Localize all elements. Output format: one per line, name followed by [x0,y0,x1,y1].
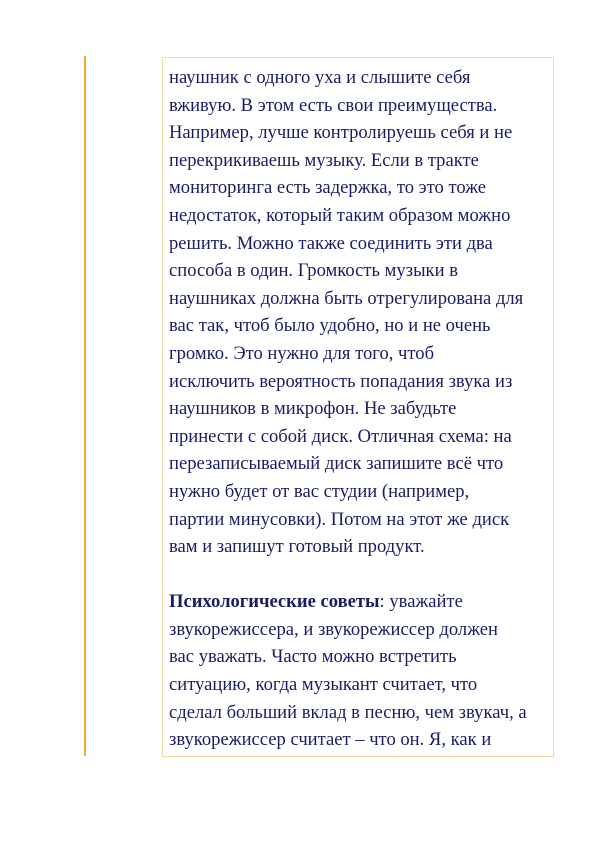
text-line: наушниках должна быть отрегулирована для [169,287,524,309]
margin-rule [84,56,86,756]
text-line: вживую. В этом есть свои преимущества. [169,94,498,116]
text-line: решить. Можно также соединить эти два [169,232,493,254]
text-line: громко. Это нужно для того, чтоб [169,342,435,364]
text-line: принести с собой диск. Отличная схема: на [169,425,512,447]
paragraph-1 [169,64,553,561]
text-line: звукорежиссера, и звукорежиссер должен [169,618,498,640]
text-line: наушников в микрофон. Не забудьте [169,398,457,420]
lead-rest-text: : уважайте [379,591,463,613]
text-line: партии минусовки). Потом на этот же диск [169,508,510,530]
text-line: мониторинга есть задержка, то это тоже [169,177,487,199]
text-line [169,588,553,616]
bold-lead-text: Психологические советы [169,591,380,613]
paragraph-gap [169,561,553,589]
text-frame [162,57,554,757]
text-line: перекрикиваешь музыку. Если в тракте [169,149,479,171]
text-line: способа в один. Громкость музыки в [169,260,458,282]
text-line: исключить вероятность попадания звука из [169,370,513,392]
text-line: звукорежиссер считает – что он. Я, как и [169,729,492,751]
text-line: вам и запишут готовый продукт. [169,536,425,558]
text-line: вас так, чтоб было удобно, но и не очень [169,315,491,337]
text-line: недостаток, который таким образом можно [169,204,511,226]
paragraph-2 [169,588,553,754]
text-line: наушник с одного уха и слышите себя [169,67,471,88]
text-line: вас уважать. Часто можно встретить [169,646,457,668]
text-line: перезаписываемый диск запишите всё что [169,453,504,475]
text-line: нужно будет от вас студии (например, [169,480,470,502]
text-line: сделал больший вклад в песню, чем звукач, а [169,701,527,723]
text-line: ситуацию, когда музыкант считает, что [169,674,478,696]
text-line: Например, лучше контролируешь себя и не [169,122,513,144]
